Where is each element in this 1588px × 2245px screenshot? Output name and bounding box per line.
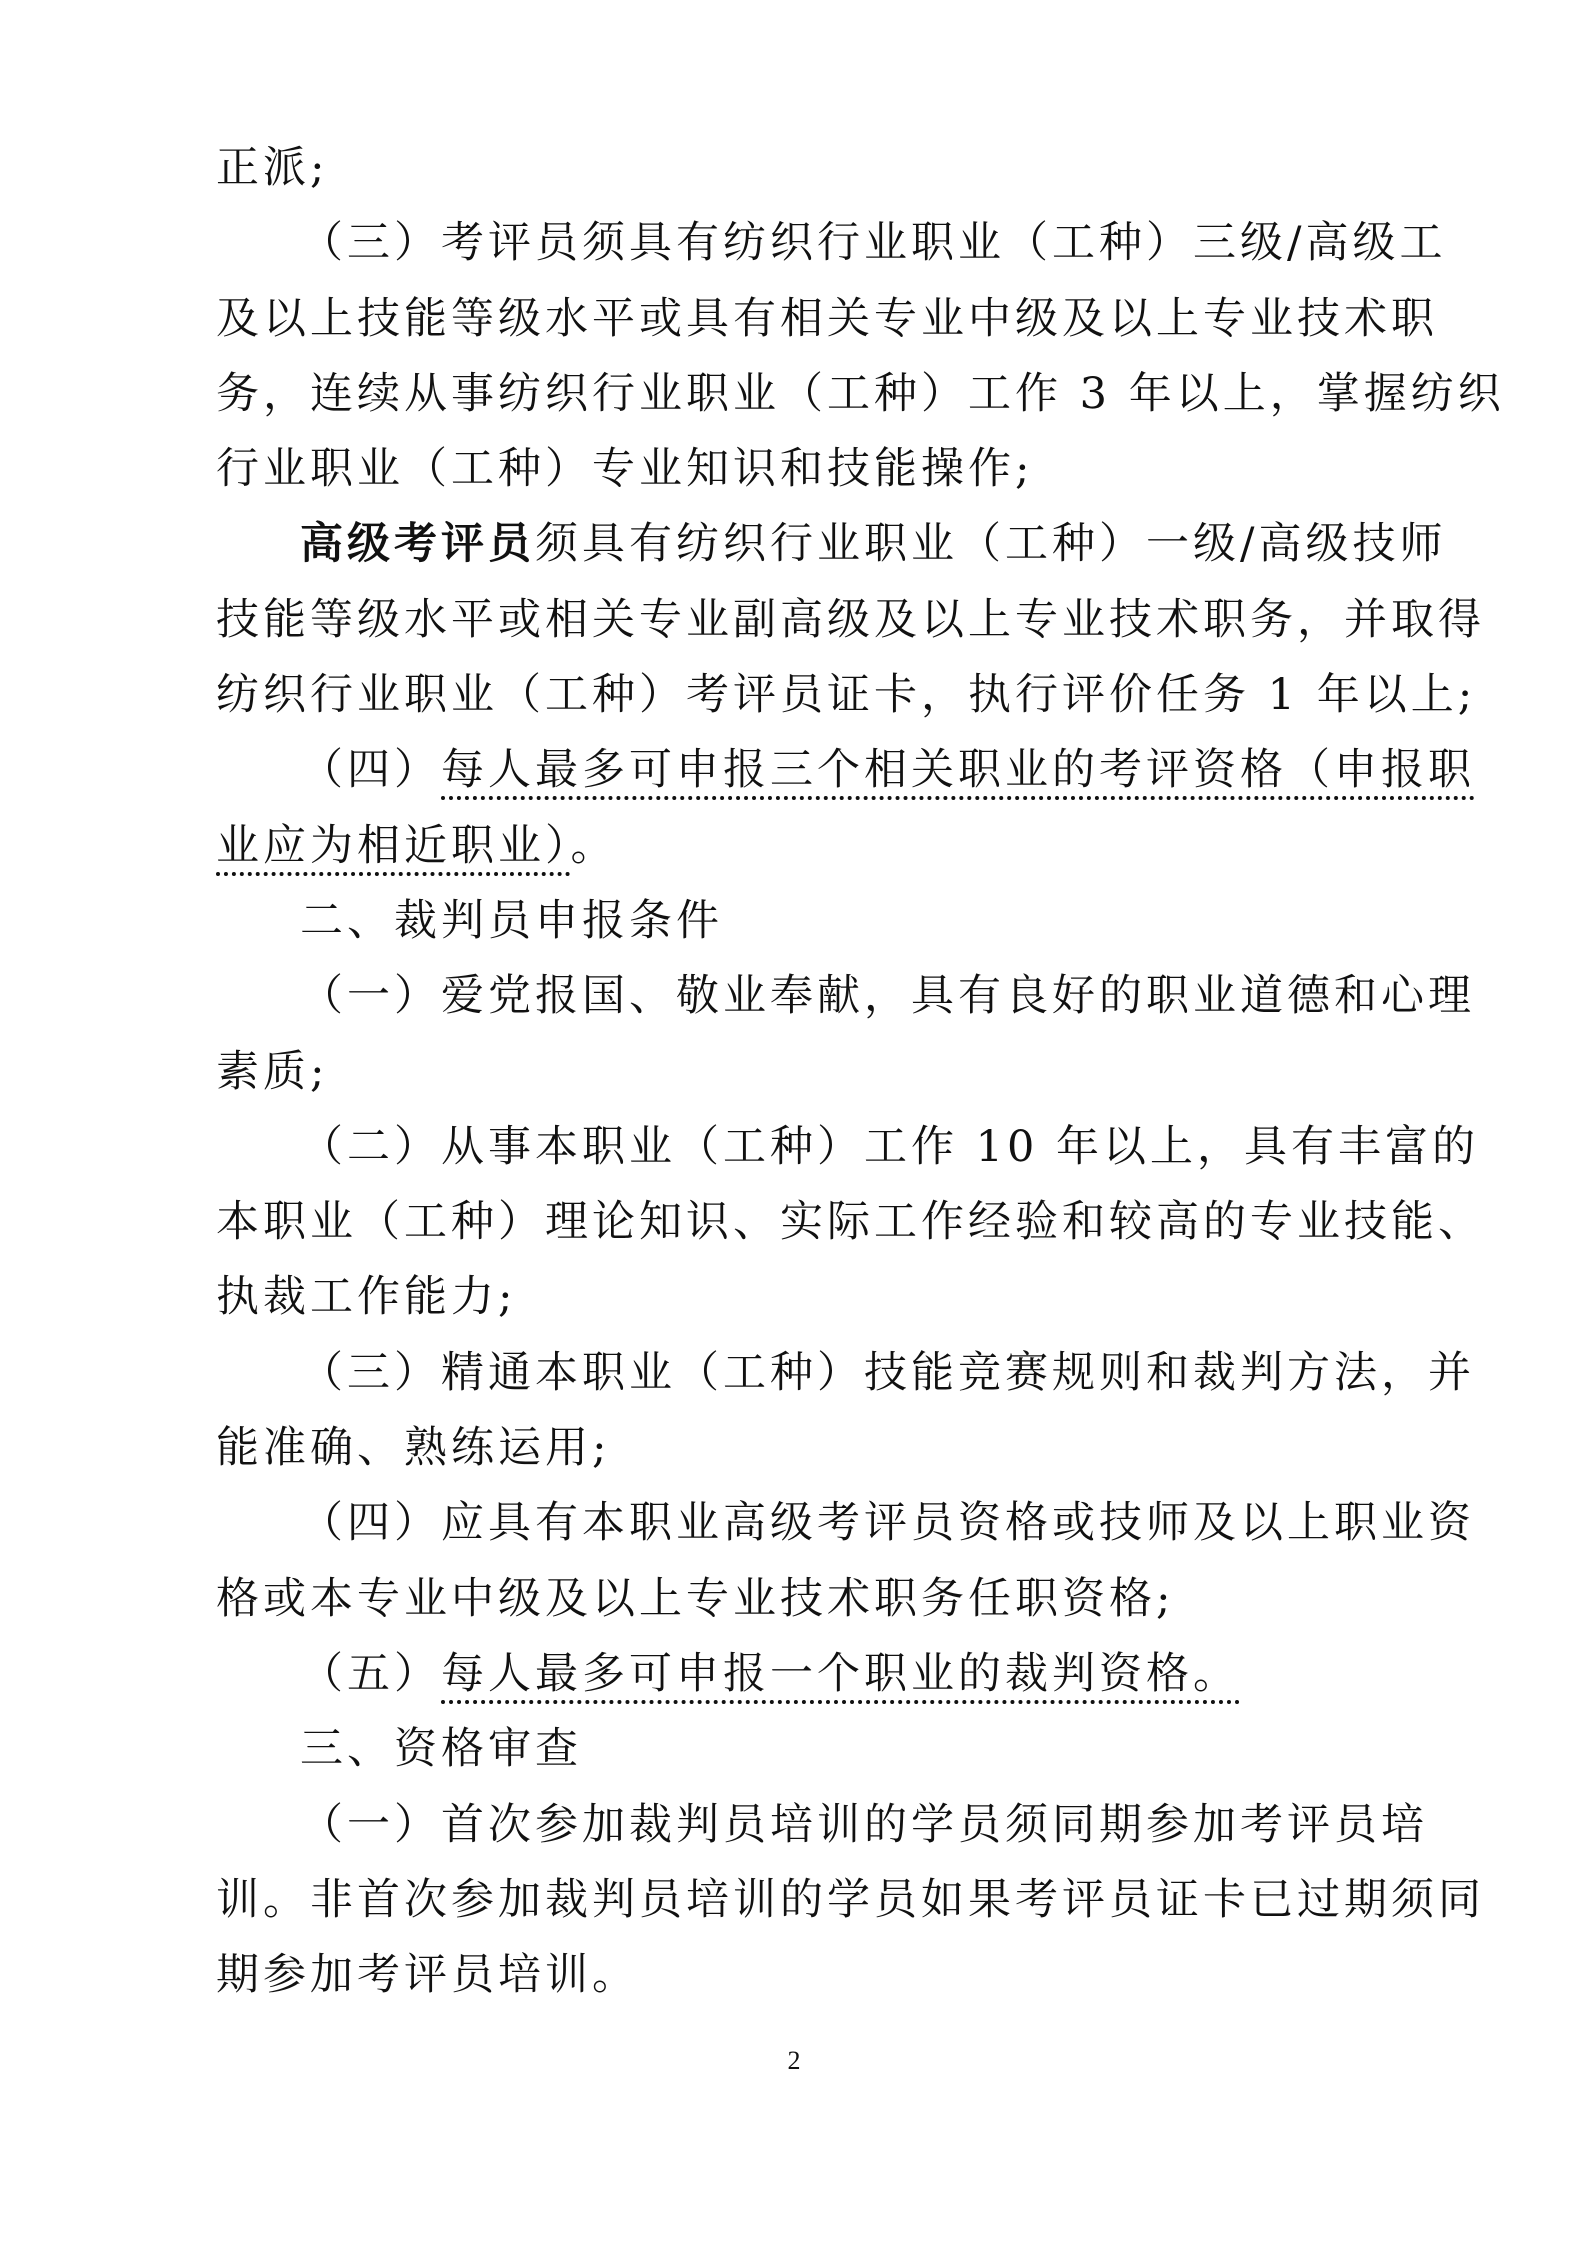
text-line: 期参加考评员培训。	[216, 1950, 639, 2000]
text-line: 训。非首次参加裁判员培训的学员如果考评员证卡已过期须同	[216, 1875, 1485, 1925]
text-line: 能准确、熟练运用;	[216, 1423, 611, 1473]
text-line: （一）首次参加裁判员培训的学员须同期参加考评员培	[300, 1800, 1428, 1850]
text-line: 业应为相近职业）。	[216, 821, 618, 871]
text-line: 技能等级水平或相关专业副高级及以上专业技术职务，并取得	[216, 595, 1485, 645]
page-number: 2	[787, 2046, 801, 2075]
text-line: 纺织行业职业（工种）考评员证卡，执行评价任务 1 年以上;	[216, 670, 1477, 720]
section-heading: 三、资格审查	[300, 1724, 582, 1774]
text-line: 行业职业（工种）专业知识和技能操作;	[216, 444, 1034, 494]
text-line: 格或本专业中级及以上专业技术职务任职资格;	[216, 1574, 1175, 1624]
text-line: （一）爱党报国、敬业奉献，具有良好的职业道德和心理	[300, 971, 1475, 1021]
text-line: 务，连续从事纺织行业职业（工种）工作 3 年以上，掌握纺织	[216, 369, 1505, 419]
bold-term: 高级考评员	[300, 519, 535, 569]
text-line: 正派;	[216, 143, 329, 193]
text-line: （三）考评员须具有纺织行业职业（工种）三级/高级工	[300, 218, 1447, 268]
text-line: 本职业（工种）理论知识、实际工作经验和较高的专业技能、	[216, 1197, 1485, 1247]
section-heading: 二、裁判员申报条件	[300, 896, 723, 946]
text-line: （四）应具有本职业高级考评员资格或技师及以上职业资	[300, 1498, 1475, 1548]
text-line: 执裁工作能力;	[216, 1272, 517, 1322]
text-line: 素质;	[216, 1047, 329, 1097]
text-line: 及以上技能等级水平或具有相关专业中级及以上专业技术职	[216, 294, 1438, 344]
text-line: 高级考评员须具有纺织行业职业（工种）一级/高级技师	[300, 519, 1447, 569]
text-line: （五）每人最多可申报一个职业的裁判资格。	[300, 1649, 1240, 1699]
text-line: （三）精通本职业（工种）技能竞赛规则和裁判方法，并	[300, 1348, 1475, 1398]
emphasis-text: 每人最多可申报一个职业的裁判资格。	[441, 1649, 1240, 1699]
emphasis-text: 业应为相近职业）	[216, 821, 571, 871]
text-line: （四）每人最多可申报三个相关职业的考评资格（申报职	[300, 745, 1475, 795]
text-line: （二）从事本职业（工种）工作 10 年以上，具有丰富的	[300, 1122, 1480, 1172]
emphasis-text: 每人最多可申报三个相关职业的考评资格（申报职	[441, 745, 1475, 795]
